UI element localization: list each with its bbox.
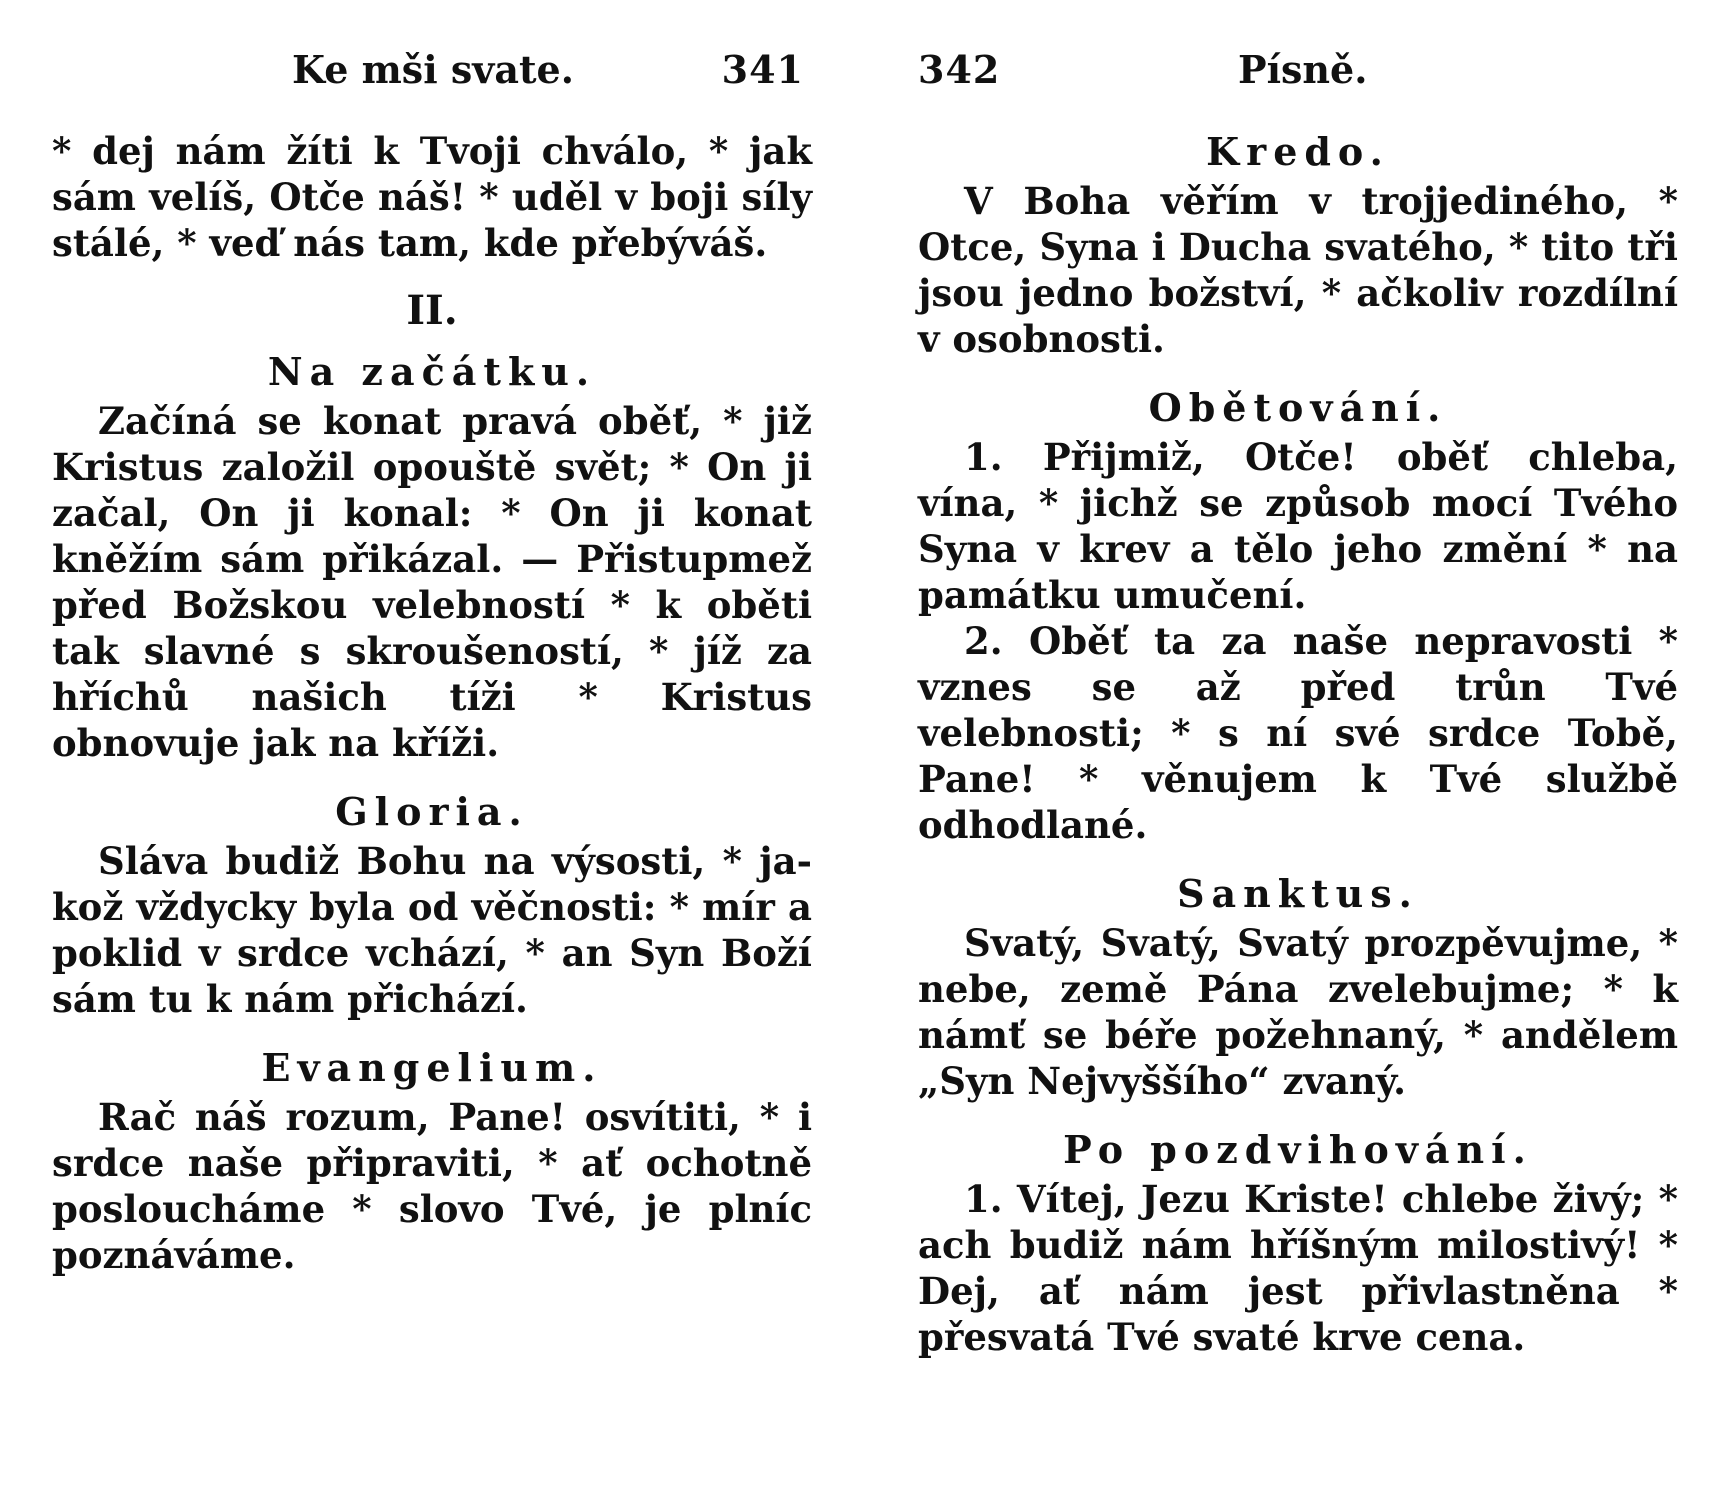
section-heading: Obětování. [1148, 385, 1448, 430]
page-number: 342 [918, 47, 1001, 92]
intro-paragraph: * dej nám žíti k Tvoji chválo, * jak sám velíš, Otče náš! * uděl v boji síly stálé, * veď nás tam, kde přebýváš. [52, 129, 812, 265]
section-heading: Po pozdvihování. [1063, 1127, 1533, 1172]
section-paragraph: Začíná se konat pravá oběť, * již Kristus založil opouště svět; * On ji začal, On ji konal: * On ji konat kněžím sám přikázal. — Přistupmež před Božskou velebností * k oběti tak slavné s skroušeností, * jíž za hříchů našich tíži * Kristus obnovuje jak na kříži. [52, 399, 812, 765]
section-numeral: II. [406, 287, 458, 334]
section-heading: Gloria. [335, 789, 529, 834]
section-paragraph: Rač náš rozum, Pane! osvítiti, * i srdce naše připraviti, * ať ochotně posloucháme * slovo Tvé, je plníc poznáváme. [52, 1095, 812, 1277]
section-paragraph: 2. Oběť ta za naše nepravosti * vznes se až před trůn Tvé velebnosti; * s ní své srdce Tobě, Pane! * věnujem k Tvé službě odhodlané. [918, 619, 1678, 847]
running-title: Ke mši svate. [292, 47, 574, 92]
section-paragraph: 1. Přijmiž, Otče! oběť chleba, vína, * jichž se způsob mocí Tvého Syna v krev a tělo jeho změní * na památku umučení. [918, 435, 1678, 617]
section-paragraph: Sláva budiž Bohu na výsosti, * jakož vždycky byla od věčnosti: * mír a poklid v srdce vchází, * an Syn Boží sám tu k nám přichází. [52, 839, 812, 1021]
running-head-left [52, 40, 812, 100]
section-paragraph: 1. Vítej, Jezu Kriste! chlebe živý; * ach budiž nám hříšným milostivý! * Dej, ať nám jest přivlastněna * přesvatá Tvé svaté krve cena. [918, 1177, 1678, 1359]
left-page [52, 40, 812, 1460]
section-heading: Evangelium. [261, 1045, 603, 1090]
page-body [918, 128, 1678, 1360]
running-head-right [918, 40, 1678, 100]
right-page [918, 40, 1678, 1460]
section-paragraph: V Boha věřím v trojjediného, * Otce, Syna i Ducha svatého, * tito tři jsou jedno božství, * ačkoliv rozdílní v osobnosti. [918, 179, 1678, 361]
section-heading: Sanktus. [1177, 871, 1419, 916]
page-body [52, 128, 812, 1278]
section-heading: Na začátku. [267, 349, 597, 394]
section-paragraph: Svatý, Svatý, Svatý prozpěvujme, * nebe, země Pána zvelebujme; * k námť se béře požehnaný, * andělem „Syn Nejvyššího“ zvaný. [918, 921, 1678, 1103]
running-title: Písně. [1238, 47, 1368, 92]
section-heading: Kredo. [1206, 129, 1390, 174]
page-number: 341 [721, 47, 804, 92]
